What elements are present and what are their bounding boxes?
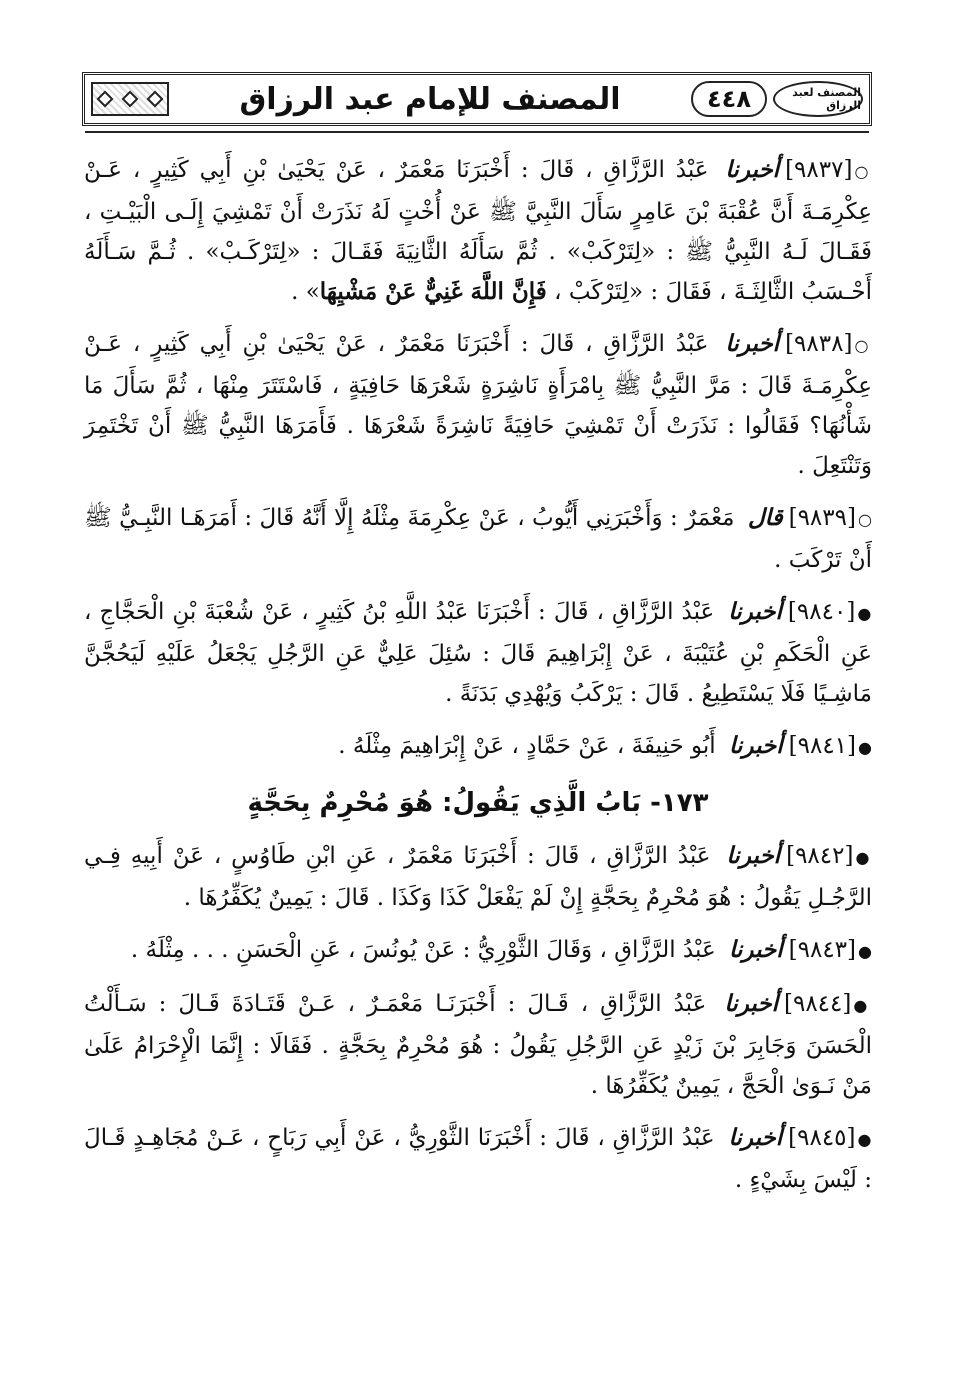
page-body <box>84 150 872 1212</box>
narration-prefix: قال <box>747 504 783 531</box>
hadith-entry <box>84 984 872 1106</box>
entry-marker: ● <box>858 738 872 757</box>
hadith-text: عَبْدُ الرَّزَّاقِ ، قَالَ : أَخْبَرَنَا مَعْمَرٌ ، عَنْ يَحْيَىٰ بْنِ أَبِي كَثِيرٍ ، عَـنْ عِكْرِمَـةَ قَالَ : مَرَّ النَّبِيُّ ﷺ بِامْرَأَةٍ نَاشِرَةٍ شَعْرَهَا حَافِيَةٍ ، فَاسْتَتَرَ مِنْهَا ، ثُمَّ سَأَلَ مَا شَأْنُهَا؟ فَقَالُوا : نَذَرَتْ أَنْ تَمْشِيَ حَافِيَةً نَاشِرَةً شَعْرَهَا . فَأَمَرَهَا النَّبِيُّ ﷺ أَنْ تَخْتَمِرَ وَتَنْتَعِلَ . <box>84 331 872 479</box>
hadith-entry <box>84 150 872 312</box>
hadith-text: عَبْدُ الرَّزَّاقِ ، قَالَ : أَخْبَرَنَا مَعْمَرٌ ، عَنِ ابْنِ طَاوُسٍ ، عَنْ أَبِيهِ فِـي الرَّجُـلِ يَقُولُ : هُوَ مُحْرِمٌ بِحَجَّةٍ إِنْ لَمْ يَفْعَلْ كَذَا وَكَذَا . قَالَ : يَمِينٌ يُكَفِّرُهَا . <box>84 843 872 911</box>
entry-marker: ● <box>855 848 872 867</box>
hadith-number: [٩٨٣٧] <box>785 157 853 183</box>
entry-marker: ● <box>858 942 872 961</box>
book-emblem: المصنف لعبد الرزاق <box>773 81 863 117</box>
hadith-number: [٩٨٣٨] <box>785 331 853 357</box>
hadith-entry <box>84 498 872 580</box>
hadith-text: عَبْدُ الرَّزَّاقِ ، قَالَ : أَخْبَرَنَا الثَّوْرِيُّ ، عَنْ أَبِي رَبَاحٍ ، عَـنْ مُجَاهِـدٍ قَـالَ : لَيْسَ بِشَيْءٍ . <box>84 1125 872 1193</box>
narration-prefix: أخبرنا <box>724 990 778 1017</box>
book-title: المصنف للإمام عبد الرزاق <box>239 81 621 117</box>
hadith-number: [٩٨٤١] <box>788 733 857 759</box>
entry-marker: ○ <box>854 336 873 355</box>
page-number: ٤٤٨ <box>691 81 767 117</box>
hadith-entry <box>84 930 872 972</box>
entry-marker: ● <box>857 1130 873 1149</box>
hadith-suffix: » . <box>291 279 320 305</box>
hadith-number: [٩٨٣٩] <box>788 505 856 531</box>
hadith-entry <box>84 1118 872 1200</box>
hadith-text: عَبْدُ الرَّزَّاقِ ، وَقَالَ الثَّوْرِيُّ : عَنْ يُونُسَ ، عَنِ الْحَسَنِ . . . مِثْلَهُ . <box>130 937 716 963</box>
hadith-number: [٩٨٤٣] <box>788 937 857 963</box>
narration-prefix: أخبرنا <box>728 732 783 759</box>
hadith-entry <box>84 836 872 918</box>
entry-marker: ● <box>853 996 873 1015</box>
hadith-text: عَبْدُ الرَّزَّاقِ ، قَـالَ : أَخْبَرَنَـا مَعْمَـرٌ ، عَـنْ قَتَـادَةَ قَـالَ : سَـأَلْتُ الْحَسَنَ وَجَابِرَ بْنَ زَيْدٍ عَنِ الرَّجُلِ يَقُولُ : هُوَ مُحْرِمٌ بِحَجَّةٍ . فَقَالَا : إِنَّمَا الْإِحْرَامُ عَلَىٰ مَنْ نَـوَىٰ الْحَجَّ ، يَمِينٌ يُكَفِّرُهَا . <box>84 991 872 1099</box>
hadith-number: [٩٨٤٢] <box>786 843 854 869</box>
entry-marker: ● <box>857 604 872 623</box>
narration-prefix: أخبرنا <box>728 1124 783 1151</box>
narration-prefix: أخبرنا <box>725 330 780 357</box>
narration-prefix: أخبرنا <box>725 156 780 183</box>
hadith-text: عَبْدُ الرَّزَّاقِ ، قَالَ : أَخْبَرَنَا مَعْمَرٌ ، عَنْ يَحْيَىٰ بْنِ أَبِي كَثِيرٍ ، عَـنْ عِكْرِمَـةَ أَنَّ عُقْبَةَ بْنَ عَامِرٍ سَأَلَ النَّبِيَّ ﷺ عَنْ أُخْتٍ لَهُ نَذَرَتْ أَنْ تَمْشِيَ إِلَـى الْبَيْـتِ ، فَقَـالَ لَـهُ النَّبِيُّ ﷺ : «لِتَرْكَبْ» . ثُمَّ سَأَلَهُ الثَّانِيَةَ فَقَـالَ : «لِتَرْكَـبْ» . ثُـمَّ سَـأَلَهُ أَحْـسَبُ الثَّالِثَـةَ ، فَقَالَ : «لِتَرْكَبْ ، <box>84 157 872 305</box>
hadith-quote: فَإِنَّ اللَّهَ غَنِيٌّ عَنْ مَشْيِهَا <box>319 278 547 305</box>
left-ornament-icon <box>91 82 169 116</box>
entry-marker: ○ <box>854 162 873 181</box>
hadith-text: أَبُو حَنِيفَةَ ، عَنْ حَمَّادٍ ، عَنْ إِبْرَاهِيمَ مِثْلَهُ . <box>338 733 716 759</box>
hadith-number: [٩٨٤٤] <box>783 991 852 1017</box>
hadith-number: [٩٨٤٥] <box>788 1125 856 1151</box>
hadith-number: [٩٨٤٠] <box>787 599 856 625</box>
running-header <box>82 72 872 126</box>
hadith-text: عَبْدُ الرَّزَّاقِ ، قَالَ : أَخْبَرَنَا عَبْدُ اللَّهِ بْنُ كَثِيرٍ ، عَنْ شُعْبَةَ بْنِ الْحَجَّاجِ ، عَنِ الْحَكَمِ بْنِ عُتَيْبَةَ ، عَنْ إِبْرَاهِيمَ قَالَ : سُئِلَ عَلِيٌّ عَنِ الرَّجُلِ يَجْعَلُ عَلَيْهِ لَيَحُجَّنَّ مَاشِـيًا فَلَا يَسْتَطِيعُ . قَالَ : يَرْكَبُ وَيُهْدِي بَدَنَةً . <box>84 599 872 707</box>
narration-prefix: أخبرنا <box>728 936 783 963</box>
hadith-entry <box>84 726 872 768</box>
hadith-entry <box>84 324 872 486</box>
chapter-heading: ١٧٣- بَابُ الَّذِي يَقُولُ: هُوَ مُحْرِمٌ بِحَجَّةٍ <box>247 788 709 818</box>
header-right-group <box>691 81 863 117</box>
hadith-text: مَعْمَرٌ : وَأَخْبَرَنِي أَيُّوبُ ، عَنْ عِكْرِمَةَ مِثْلَهُ إِلَّا أَنَّهُ قَالَ : أَمَرَهَـا النَّبِـيُّ ﷺ أَنْ تَرْكَبَ . <box>84 505 872 573</box>
narration-prefix: أخبرنا <box>728 598 782 625</box>
hadith-entry <box>84 592 872 714</box>
entry-marker: ○ <box>857 510 873 529</box>
narration-prefix: أخبرنا <box>726 842 781 869</box>
